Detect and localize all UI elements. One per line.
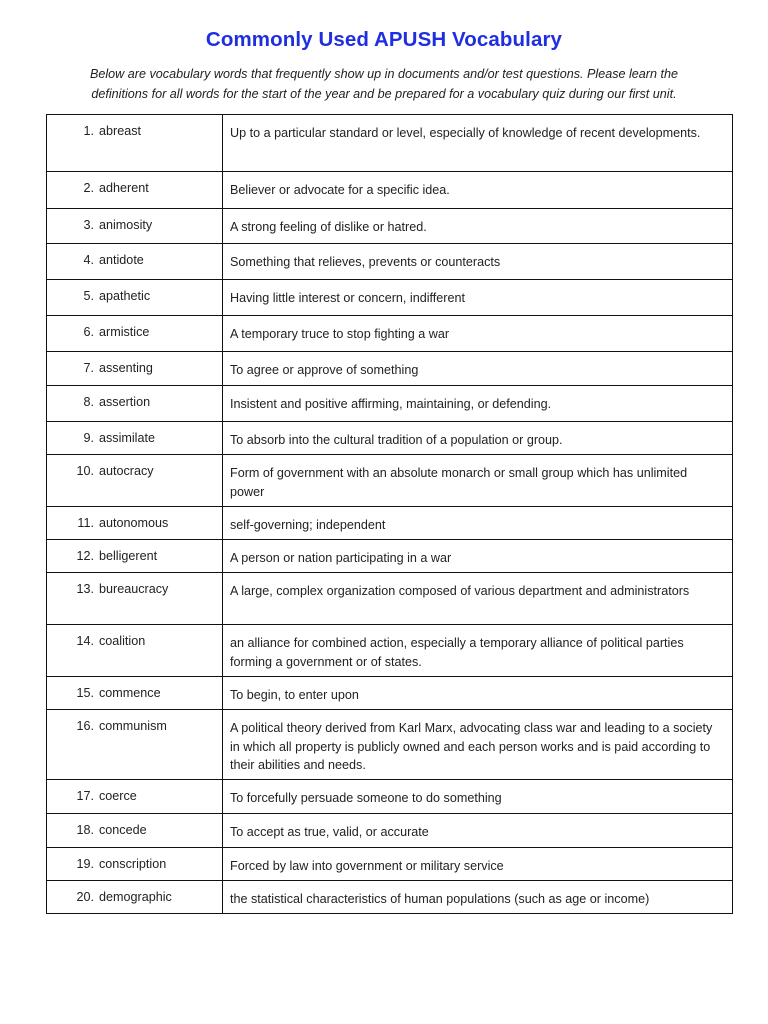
definition-text: To forcefully persuade someone to do something [230,791,502,805]
definition-cell [223,780,733,814]
term-word: animosity [99,218,153,232]
vocabulary-row [47,280,733,316]
intro-line: Below are vocabulary words that frequently show up in documents and/or test questions. Please learn the [89,67,679,81]
definition-cell [223,386,733,422]
term-cell [47,814,223,848]
definition-text: self-governing; independent [230,518,386,532]
term-number: 3. [83,218,94,232]
vocabulary-row [47,780,733,814]
term-cell [47,881,223,914]
term-number: 15. [76,686,94,700]
definition-cell [223,710,733,780]
vocabulary-row [47,316,733,352]
definition-text: an alliance for combined action, especially a temporary alliance of political parties forming a government or of states. [230,636,684,669]
term-word: autocracy [99,464,154,478]
term-cell [47,780,223,814]
definition-cell [223,677,733,710]
term-number: 9. [83,431,94,445]
vocabulary-row [47,814,733,848]
definition-cell [223,280,733,316]
page-title: Commonly Used APUSH Vocabulary [205,28,563,51]
term-number: 17. [76,789,94,803]
definition-text: Having little interest or concern, indifferent [230,291,465,305]
definition-cell [223,507,733,540]
term-cell [47,677,223,710]
vocabulary-row [47,172,733,209]
vocabulary-row [47,881,733,914]
definition-text: Insistent and positive affirming, maintaining, or defending. [230,397,552,411]
definition-text: A person or nation participating in a war [230,551,452,565]
term-word: assimilate [99,431,155,445]
term-number: 14. [76,634,94,648]
term-cell [47,625,223,677]
term-number: 2. [83,181,94,195]
vocabulary-row [47,352,733,386]
definition-cell [223,573,733,625]
term-cell [47,209,223,244]
term-number: 6. [83,325,94,339]
term-number: 12. [76,549,94,563]
term-number: 19. [76,857,94,871]
term-word: assenting [99,361,153,375]
term-word: belligerent [99,549,158,563]
term-cell [47,280,223,316]
term-number: 18. [76,823,94,837]
term-word: abreast [99,124,142,138]
definition-text: Form of government with an absolute monarch or small group which has unlimited power [230,466,688,499]
term-cell [47,115,223,172]
definition-cell [223,352,733,386]
term-number: 7. [83,361,94,375]
definition-text: Something that relieves, prevents or counteracts [230,255,501,269]
definition-text: the statistical characteristics of human populations (such as age or income) [230,892,650,906]
vocabulary-table [46,114,733,914]
vocabulary-row [47,625,733,677]
term-number: 11. [77,516,94,530]
term-number: 20. [76,890,94,904]
vocabulary-row [47,540,733,573]
term-word: coalition [99,634,146,648]
term-cell [47,422,223,455]
term-cell [47,352,223,386]
intro-line: definitions for all words for the start of the year and be prepared for a vocabulary quiz during our first unit. [91,87,677,101]
term-word: coerce [99,789,137,803]
definition-cell [223,422,733,455]
term-cell [47,172,223,209]
term-number: 4. [83,253,94,267]
definition-cell [223,848,733,881]
vocabulary-row [47,244,733,280]
term-word: assertion [99,395,151,409]
term-cell [47,316,223,352]
vocabulary-row [47,507,733,540]
term-word: conscription [99,857,167,871]
definition-text: To accept as true, valid, or accurate [230,825,429,839]
vocabulary-row [47,209,733,244]
term-cell [47,455,223,507]
definition-cell [223,814,733,848]
term-cell [47,573,223,625]
term-cell [47,244,223,280]
term-word: apathetic [99,289,151,303]
vocabulary-row [47,422,733,455]
term-number: 5. [83,289,94,303]
definition-text: Forced by law into government or military service [230,859,504,873]
definition-text: A political theory derived from Karl Marx, advocating class war and leading to a society in which all property is publicly owned and each person works and is paid according to their abilities and needs. [230,721,713,772]
definition-text: Up to a particular standard or level, especially of knowledge of recent developments. [230,126,701,140]
vocabulary-row [47,677,733,710]
vocabulary-row [47,710,733,780]
term-word: autonomous [99,516,169,530]
term-word: communism [99,719,167,733]
term-number: 13. [76,582,94,596]
vocabulary-row [47,455,733,507]
term-number: 1. [83,124,94,138]
term-number: 10. [76,464,94,478]
definition-cell [223,316,733,352]
term-cell [47,507,223,540]
vocabulary-row [47,573,733,625]
term-number: 8. [83,395,94,409]
term-word: adherent [99,181,149,195]
vocabulary-table-body [47,115,733,914]
term-word: bureaucracy [99,582,169,596]
term-word: commence [99,686,161,700]
vocabulary-row [47,115,733,172]
term-cell [47,386,223,422]
definition-text: A large, complex organization composed of various department and administrators [230,584,690,598]
definition-cell [223,455,733,507]
vocabulary-row [47,386,733,422]
term-word: concede [99,823,147,837]
definition-text: A strong feeling of dislike or hatred. [230,220,427,234]
term-cell [47,540,223,573]
term-word: armistice [99,325,150,339]
vocabulary-row [47,848,733,881]
term-word: antidote [99,253,144,267]
term-word: demographic [99,890,172,904]
definition-text: To absorb into the cultural tradition of a population or group. [230,433,563,447]
term-cell [47,710,223,780]
definition-cell [223,625,733,677]
definition-cell [223,115,733,172]
intro-paragraph [50,64,718,104]
definition-text: To agree or approve of something [230,363,419,377]
definition-text: Believer or advocate for a specific idea. [230,183,450,197]
definition-cell [223,881,733,914]
term-cell [47,848,223,881]
definition-cell [223,540,733,573]
definition-text: A temporary truce to stop fighting a war [230,327,450,341]
term-number: 16. [76,719,94,733]
definition-cell [223,172,733,209]
definition-cell [223,209,733,244]
definition-cell [223,244,733,280]
definition-text: To begin, to enter upon [230,688,359,702]
